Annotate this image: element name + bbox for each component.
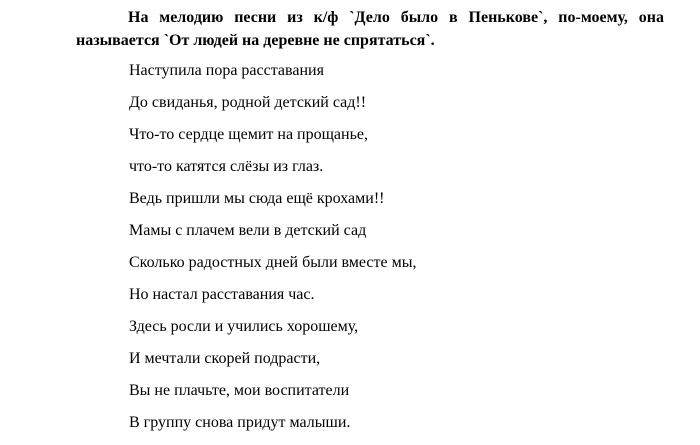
lyric-line: Мамы с плачем вели в детский сад (129, 222, 367, 239)
lyric-line: До свиданья, родной детский сад!! (129, 94, 367, 111)
lyric-line: В группу снова придут малыши. (129, 414, 351, 431)
lyric-line: И мечтали скорей подрасти, (129, 350, 321, 367)
lyric-line: Ведь пришли мы сюда ещё крохами!! (129, 190, 385, 207)
lyric-line: Что-то сердце щемит на прощанье, (129, 126, 368, 143)
song-lyrics (129, 61, 417, 445)
lyric-line: что-то катятся слёзы из глаз. (129, 158, 324, 175)
lyric-line: Вы не плачьте, мои воспитатели (129, 382, 350, 399)
song-intro-heading: На мелодию песни из к/ф `Дело было в Пеньковe`, по-моему, она называется `От людей на деревне не спрятаться`. (76, 9, 664, 49)
lyric-line: Здесь росли и учились хорошему, (129, 318, 359, 335)
lyric-line: Но настал расставания час. (129, 286, 315, 303)
lyric-line: Сколько радостных дней были вместе мы, (129, 254, 417, 271)
lyric-line: Наступила пора расставания (129, 62, 324, 79)
